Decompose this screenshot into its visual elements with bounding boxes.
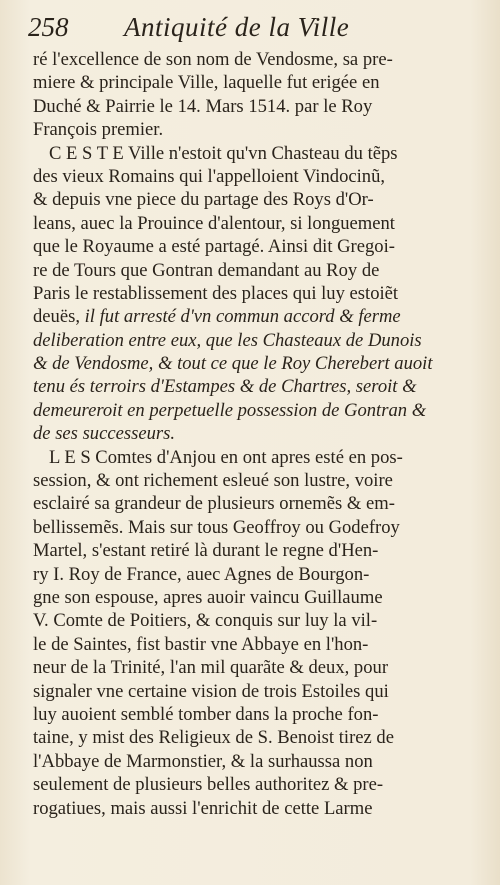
text-line: esclairé sa grandeur de plusieurs ornemẽs & em-	[33, 493, 395, 515]
paragraph	[33, 446, 478, 820]
text-line: ry I. Roy de France, auec Agnes de Bourgon-	[33, 563, 370, 585]
text-line: l'Abbaye de Marmonstier, & la surhaussa non	[33, 750, 373, 772]
text-line: ré l'excellence de son nom de Vendosme, sa pre-	[33, 49, 393, 70]
text-line: rogatiues, mais aussi l'enrichit de cette Larme	[33, 797, 373, 819]
text-line: gne son espouse, apres auoir vaincu Guillaume	[33, 586, 383, 608]
text-line: tenu és terroirs d'Estampes & de Chartres, seroit &	[33, 376, 417, 398]
paragraph	[33, 142, 478, 446]
text-line: neur de la Trinité, l'an mil quarãte & deux, pour	[33, 657, 389, 679]
text-line: seulement de plusieurs belles authoritez & pre-	[33, 774, 384, 796]
text-line: des vieux Romains qui l'appelloient Vindocinũ,	[33, 165, 386, 187]
page-header	[28, 6, 478, 46]
text-line: signaler vne certaine vision de trois Estoiles qui	[33, 680, 389, 702]
text-line: le de Saintes, fist bastir vne Abbaye en l'hon-	[33, 633, 369, 655]
text-line: re de Tours que Gontran demandant au Roy de	[33, 259, 380, 281]
text-line: François premier.	[33, 119, 164, 141]
text-line: Martel, s'estant retiré là durant le regne d'Hen-	[33, 540, 379, 562]
text-line: & depuis vne piece du partage des Roys d'Or-	[33, 189, 374, 211]
page-number: 258	[28, 12, 69, 42]
text-line: de ses successeurs.	[33, 423, 176, 445]
text-line: taine, y mist des Religieux de S. Benoist tirez de	[33, 727, 394, 749]
body-text	[33, 48, 478, 820]
text-line: Duché & Pairrie le 14. Mars 1514. par le Roy	[33, 95, 373, 117]
text-line: leans, auec la Prouince d'alentour, si longuement	[33, 212, 395, 234]
text-line: session, & ont richement esleué son lustre, voire	[33, 470, 393, 492]
text-line: deliberation entre eux, que les Chasteaux de Dunois	[33, 329, 422, 351]
text-line: deuës, il fut arresté d'vn commun accord & ferme	[33, 306, 401, 328]
text-line: C E S T E Ville n'estoit qu'vn Chasteau du tẽps	[49, 142, 398, 164]
text-line: V. Comte de Poitiers, & conquis sur luy la vil-	[33, 610, 378, 632]
paragraph	[33, 48, 478, 142]
text-line: Paris le restablissement des places qui luy estoiẽt	[33, 282, 399, 304]
text-line: bellissemẽs. Mais sur tous Geoffroy ou Godefroy	[33, 516, 400, 538]
text-line: luy auoient semblé tomber dans la proche fon-	[33, 703, 379, 725]
text-line: miere & principale Ville, laquelle fut erigée en	[33, 72, 380, 94]
text-line: L E S Comtes d'Anjou en ont apres esté en pos-	[49, 446, 403, 468]
text-line: demeureroit en perpetuelle possession de Gontran &	[33, 399, 427, 421]
running-head: Antiquité de la Ville	[124, 12, 350, 42]
text-line: & de Vendosme, & tout ce que le Roy Cherebert auoit	[33, 353, 433, 375]
text-line: que le Royaume a esté partagé. Ainsi dit Gregoi-	[33, 236, 395, 258]
